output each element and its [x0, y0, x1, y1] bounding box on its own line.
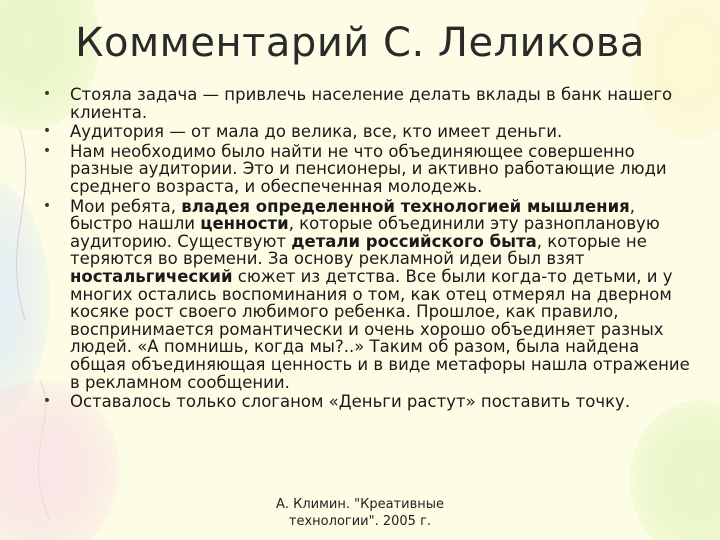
bullet-icon: • — [42, 197, 52, 214]
bullet-text: сюжет из детства. Все были когда-то детьми, и у многих остались воспоминания о том, как отец отмерял на дверном косяке рост своего любимого ребенка. Прошлое, как правило, воспринимается романтически и очень хорошо объединяет разных людей. «А помнишь, когда мы?..» Таким об разом, была найдена общая объединяющая ценность и в виде метафоры нашла отражение в рекламном сообщении. — [70, 266, 690, 392]
bullet-item — [40, 393, 692, 411]
bullet-text: Стояла задача — привлечь население делать вклады в банк нашего клиента. — [70, 85, 673, 122]
bullet-text-bold: ценности — [200, 214, 289, 234]
bullet-text: , быстро нашли — [70, 196, 635, 234]
bullet-text-bold: детали российского быта — [291, 231, 537, 251]
balloon-shape — [630, 400, 720, 540]
bullet-item — [40, 86, 692, 121]
bullet-item — [40, 198, 692, 392]
source-line-1: А. Климин. "Креативные — [275, 497, 445, 512]
bullet-text: , которые не теряются во времени. За основу рекламной идеи был взят — [70, 231, 647, 269]
bullet-text: Оставалось только слоганом «Деньги растут» поставить точку. — [70, 392, 631, 412]
bullet-text-bold: ностальгический — [70, 266, 233, 286]
source-line-2: технологии". 2005 г. — [288, 514, 432, 529]
bullet-icon: • — [42, 393, 52, 410]
bullet-text: Мои ребята, — [70, 196, 182, 216]
bullet-item — [40, 123, 692, 141]
slide-title: Комментарий С. Леликова — [75, 20, 645, 66]
bullet-icon: • — [42, 123, 52, 140]
bullet-text: , которые объединили эту разноплановую аудиторию. Существуют — [70, 214, 660, 251]
bullet-icon: • — [42, 86, 52, 102]
bullet-text-bold: владея определенной технологией мышления — [181, 196, 630, 216]
bullet-item — [40, 143, 692, 196]
bullet-list — [40, 86, 692, 413]
source-citation — [240, 496, 480, 530]
bullet-icon: • — [42, 142, 52, 159]
bullet-text: Нам необходимо было найти не что объединяющее совершенно разные аудитории. Это и пенсионеры, и активно работающие люди среднего возраста, и обеспеченная молодежь. — [70, 141, 667, 196]
bullet-text: Аудитория — от мала до велика, все, кто имеет деньги. — [70, 122, 563, 142]
